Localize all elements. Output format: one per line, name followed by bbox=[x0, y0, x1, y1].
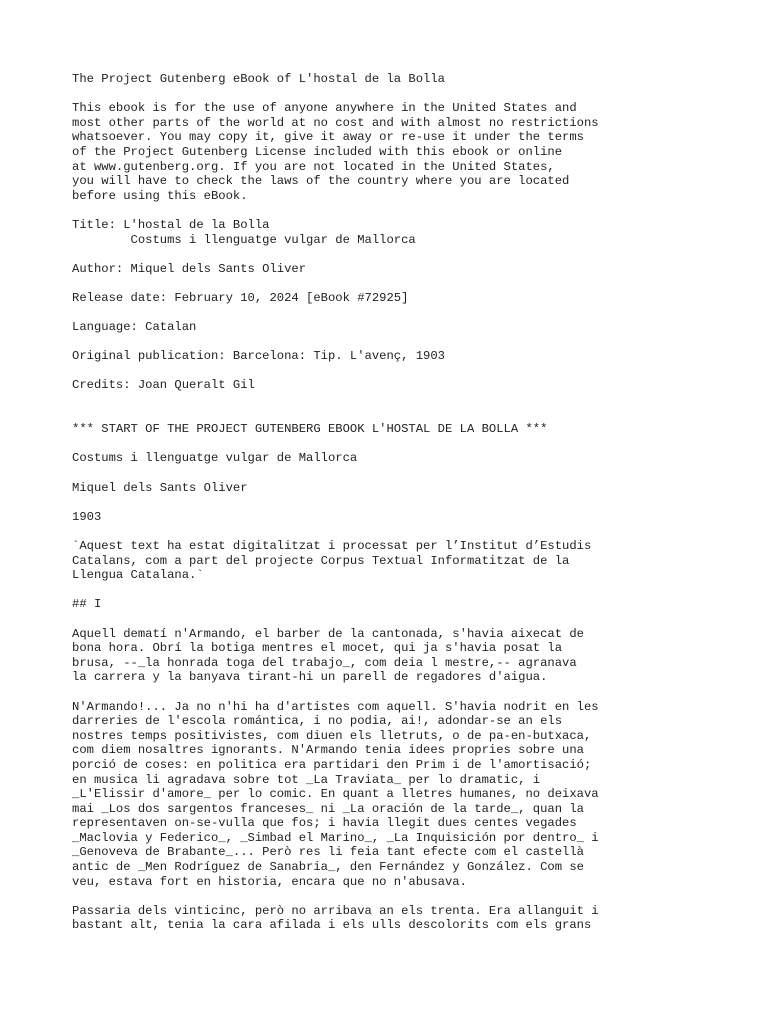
language-field: Language: Catalan bbox=[72, 320, 197, 335]
book-author: Miquel dels Sants Oliver bbox=[72, 480, 248, 495]
ebook-heading: The Project Gutenberg eBook of L'hostal de la Bolla bbox=[72, 72, 445, 86]
credits-field: Credits: Joan Queralt Gil bbox=[72, 378, 255, 393]
spacer bbox=[72, 408, 692, 423]
paragraph: N'Armando!... Ja no n'hi ha d'artistes com aquell. S'havia nodrit en les darreries de l'escola romántica, i no podia, ai!, adondar-se an els nostres temps positivistes, com diuen els lletruts, o de pa-en-butxaca, com diem nosaltres ignorants. N'Armando tenia idees propries sobre una porció de coses: en politica era partidari den Prim i de l'amortisació; en musica li agradava sobre tot _La Traviata_ per lo dramatic, i _L'Elissir d'amore_ per lo comic. En quant a lletres humanes, no deixava mai _Los dos sargentos franceses_ ni _La oración de la tarde_, quan la representaven on-se-vulla que fos; i havia llegit dues centes vegades _Maclovia y Federico_, _Simbad el Marino_, _La Inquisición por dentro_ i _Genoveva de Brabante_... Però res li feia tant efecte com el castellà antic de _Men Rodríguez de Sanabria_, den Fernández y González. Com se veu, estava fort en historia, encara que no n'abusava. bbox=[72, 699, 599, 889]
paragraph: Aquell dematí n'Armando, el barber de la cantonada, s'havia aixecat de bona hora. Obrí la botiga mentres el mocet, qui ja s'havia posat la brusa, --_la honrada toga del trabajo_, com deia l mestre,-- agranava la carrera y la banyava tirant-hi un parell de regadores d'aigua. bbox=[72, 626, 584, 685]
chapter-heading: ## I bbox=[72, 597, 102, 612]
start-marker: *** START OF THE PROJECT GUTENBERG EBOOK L'HOSTAL DE LA BOLLA *** bbox=[72, 422, 548, 437]
original-publication-field: Original publication: Barcelona: Tip. L'avenç, 1903 bbox=[72, 349, 445, 364]
digitization-note: `Aquest text ha estat digitalitzat i processat per l’Institut d’Estudis Catalans, com a part del projecte Corpus Textual Informatitzat de la Llengua Catalana.` bbox=[72, 539, 592, 583]
book-subtitle: Costums i llenguatge vulgar de Mallorca bbox=[72, 451, 358, 466]
title-field: Title: L'hostal de la Bolla Costums i llenguatge vulgar de Mallorca bbox=[72, 217, 416, 247]
release-date-field: Release date: February 10, 2024 [eBook #72925] bbox=[72, 290, 409, 305]
paragraph: Passaria dels vinticinc, però no arribava an els trenta. Era allanguit i bastant alt, tenia la cara afilada i els ulls descolorits com els grans bbox=[72, 903, 599, 933]
book-year: 1903 bbox=[72, 509, 102, 524]
license-paragraph: This ebook is for the use of anyone anywhere in the United States and most other parts of the world at no cost and with almost no restrictions whatsoever. You may copy it, give it away or re-use it under the terms of the Project Gutenberg License included with this ebook or online at www.gutenberg.org. If you are not located in the United States, you will have to check the laws of the country where you are located before using this eBook. bbox=[72, 101, 599, 203]
ebook-text bbox=[72, 72, 692, 948]
author-field: Author: Miquel dels Sants Oliver bbox=[72, 261, 307, 276]
